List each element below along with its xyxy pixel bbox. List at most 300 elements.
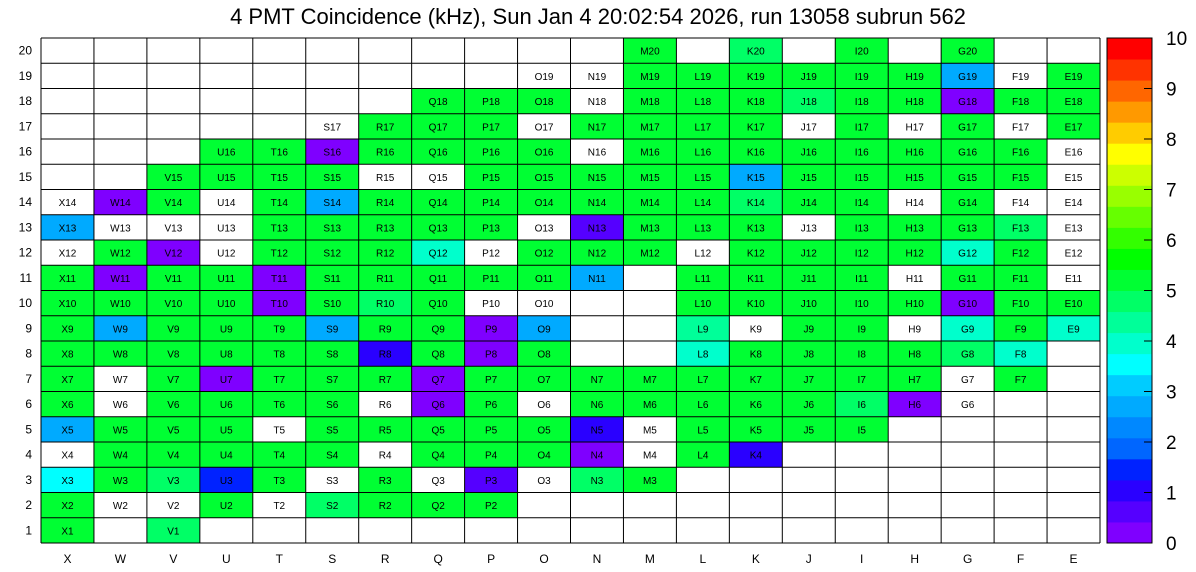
cell-label: M7 xyxy=(642,374,657,386)
cell-label: G7 xyxy=(960,374,975,386)
cell-label: K6 xyxy=(749,400,762,412)
cell-label: X11 xyxy=(58,273,77,285)
cell-label: N3 xyxy=(590,475,604,487)
cell-label: O3 xyxy=(537,475,551,487)
cell-label: U12 xyxy=(217,248,236,260)
cell-label: K17 xyxy=(746,122,765,134)
cell-label: W3 xyxy=(112,475,128,487)
colorbar-segment xyxy=(1107,59,1152,81)
cell-label: E10 xyxy=(1064,299,1083,311)
cell-label: P12 xyxy=(482,248,500,260)
x-tick-label: N xyxy=(592,552,602,566)
x-tick-label: T xyxy=(275,552,283,566)
colorbar-segment xyxy=(1107,459,1152,481)
cell-label: X7 xyxy=(61,374,74,386)
y-tick-label: 17 xyxy=(18,119,32,134)
colorbar-segment xyxy=(1107,164,1152,186)
x-tick-label: K xyxy=(751,552,760,566)
cell-label: T2 xyxy=(273,501,286,513)
cell-label: L10 xyxy=(694,299,712,311)
cell-label: Q7 xyxy=(431,374,445,386)
colorbar-segment xyxy=(1107,438,1152,460)
y-tick-label: 12 xyxy=(18,245,32,260)
colorbar-segment xyxy=(1107,396,1152,418)
cell-label: S4 xyxy=(326,450,339,462)
colorbar-segment xyxy=(1107,354,1152,376)
cell-label: E14 xyxy=(1064,198,1083,210)
y-tick-label: 9 xyxy=(25,321,32,336)
cell-label: S12 xyxy=(323,248,342,260)
cell-label: S17 xyxy=(323,122,342,134)
cell-label: O6 xyxy=(537,400,551,412)
cell-label: J5 xyxy=(803,425,815,437)
cell-label: J7 xyxy=(803,374,815,386)
cell-label: Q14 xyxy=(428,198,448,210)
cell-label: L12 xyxy=(694,248,712,260)
cell-label: F14 xyxy=(1011,198,1030,210)
x-tick-label: M xyxy=(644,552,655,566)
cell-label: M3 xyxy=(642,475,657,487)
cell-label: R13 xyxy=(375,223,395,235)
cell-label: T12 xyxy=(270,248,288,260)
x-tick-label: G xyxy=(962,552,973,566)
cell-label: L4 xyxy=(697,450,709,462)
cell-label: S11 xyxy=(323,273,341,285)
cell-label: P10 xyxy=(482,299,500,311)
cell-label: Q5 xyxy=(431,425,445,437)
cell-label: O10 xyxy=(534,299,554,311)
cell-label: V3 xyxy=(167,475,180,487)
cell-label: X14 xyxy=(58,198,77,210)
cell-label: M20 xyxy=(640,46,660,58)
x-tick-label: S xyxy=(328,552,337,566)
colorbar-segment xyxy=(1107,291,1152,313)
cell-label: U3 xyxy=(219,475,233,487)
cell-label: Q12 xyxy=(428,248,448,260)
cell-label: V5 xyxy=(167,425,180,437)
cell-label: G6 xyxy=(960,400,975,412)
cell-label: R14 xyxy=(375,198,395,210)
y-tick-label: 15 xyxy=(18,169,32,184)
cell-label: W10 xyxy=(110,299,131,311)
cell-label: K20 xyxy=(746,46,765,58)
cell-label: N15 xyxy=(587,172,607,184)
cell-label: J15 xyxy=(800,172,817,184)
cell-label: T11 xyxy=(271,273,288,285)
cell-label: F17 xyxy=(1011,122,1030,134)
cell-label: P3 xyxy=(484,475,498,487)
cell-label: J8 xyxy=(803,349,815,361)
cell-label: X2 xyxy=(61,501,74,513)
cell-label: F7 xyxy=(1014,374,1027,386)
colorbar-segment xyxy=(1107,80,1152,102)
cell-label: V9 xyxy=(167,324,180,336)
cell-label: S2 xyxy=(326,501,339,513)
cell-label: K15 xyxy=(746,172,765,184)
colorbar-tick-label: 10 xyxy=(1166,29,1188,50)
cell-label: E15 xyxy=(1064,172,1083,184)
cell-label: Q8 xyxy=(431,349,445,361)
colorbar-segment xyxy=(1107,480,1152,502)
y-tick-label: 7 xyxy=(25,371,32,386)
cell-label: U9 xyxy=(219,324,233,336)
cell-label: E13 xyxy=(1064,223,1083,235)
cell-label: I19 xyxy=(854,71,869,83)
y-tick-label: 19 xyxy=(18,68,32,83)
cell-label: X10 xyxy=(58,299,77,311)
y-tick-label: 8 xyxy=(25,346,32,361)
colorbar-tick-label: 3 xyxy=(1166,382,1177,404)
colorbar-segment xyxy=(1107,185,1152,207)
cell-label: U6 xyxy=(219,400,233,412)
cell-label: Q15 xyxy=(428,172,448,184)
y-tick-label: 16 xyxy=(18,144,32,159)
cell-label: W6 xyxy=(112,400,128,412)
cell-label: M13 xyxy=(640,223,660,235)
y-tick-label: 5 xyxy=(25,422,32,437)
cell-label: J11 xyxy=(801,273,817,285)
cell-label: N6 xyxy=(590,400,604,412)
cell-label: M12 xyxy=(640,248,660,260)
cell-label: S6 xyxy=(326,400,339,412)
cell-label: G13 xyxy=(958,223,978,235)
cell-label: O9 xyxy=(537,324,551,336)
cell-label: Q11 xyxy=(429,273,448,285)
cell-label: F8 xyxy=(1014,349,1027,361)
x-tick-label: P xyxy=(487,552,496,566)
cell-label: O4 xyxy=(537,450,551,462)
cell-label: U10 xyxy=(217,299,236,311)
cell-label: Q16 xyxy=(428,147,448,159)
cell-label: L6 xyxy=(697,400,709,412)
cell-label: G14 xyxy=(958,198,978,210)
cell-label: J19 xyxy=(800,71,817,83)
cell-label: H17 xyxy=(905,122,924,134)
x-tick-label: E xyxy=(1069,552,1078,566)
cell-label: S13 xyxy=(323,223,342,235)
cell-label: Q3 xyxy=(431,475,445,487)
cell-label: U16 xyxy=(217,147,236,159)
cell-label: E19 xyxy=(1064,71,1083,83)
cell-label: J10 xyxy=(800,299,817,311)
y-tick-label: 6 xyxy=(25,397,32,412)
x-tick-label: W xyxy=(114,552,127,566)
x-tick-label: Q xyxy=(433,552,443,566)
cell-label: X3 xyxy=(61,475,74,487)
cell-label: O11 xyxy=(534,273,554,285)
cell-label: M14 xyxy=(640,198,660,210)
cell-label: X9 xyxy=(61,324,74,336)
cell-label: F9 xyxy=(1014,324,1027,336)
cell-label: I13 xyxy=(854,223,869,235)
colorbar-segment xyxy=(1107,375,1152,397)
cell-label: Q2 xyxy=(431,501,445,513)
cell-label: J18 xyxy=(800,97,817,109)
cell-label: J17 xyxy=(800,122,817,134)
cell-label: V15 xyxy=(164,172,183,184)
cell-label: U14 xyxy=(217,198,236,210)
cell-label: G10 xyxy=(958,299,978,311)
cell-label: P8 xyxy=(484,349,498,361)
cell-label: P18 xyxy=(482,97,500,109)
cell-label: L11 xyxy=(694,273,711,285)
colorbar-segment xyxy=(1107,101,1152,123)
cell-label: V7 xyxy=(167,374,180,386)
cell-label: P11 xyxy=(482,273,500,285)
cell-label: M6 xyxy=(642,400,657,412)
cell-label: H18 xyxy=(905,97,924,109)
cell-label: H12 xyxy=(905,248,924,260)
cell-label: F15 xyxy=(1011,172,1030,184)
cell-label: L15 xyxy=(694,172,712,184)
cell-label: R15 xyxy=(375,172,395,184)
cell-label: R3 xyxy=(378,475,392,487)
cell-label: U13 xyxy=(217,223,236,235)
cell-label: P9 xyxy=(484,324,498,336)
cell-label: E9 xyxy=(1067,324,1080,336)
x-tick-label: V xyxy=(169,552,178,566)
cell-label: R2 xyxy=(378,501,392,513)
cell-label: W2 xyxy=(112,501,128,513)
cell-label: M16 xyxy=(640,147,660,159)
cell-label: O17 xyxy=(534,122,554,134)
cell-label: O14 xyxy=(534,198,554,210)
cell-label: W13 xyxy=(110,223,131,235)
y-tick-label: 11 xyxy=(19,270,32,285)
cell-label: L16 xyxy=(694,147,712,159)
cell-label: G20 xyxy=(958,46,978,58)
cell-label: J6 xyxy=(803,400,815,412)
cell-label: F11 xyxy=(1012,273,1029,285)
cell-label: K4 xyxy=(749,450,762,462)
colorbar-tick-label: 8 xyxy=(1166,130,1177,151)
y-tick-label: 1 xyxy=(25,523,32,538)
cell-label: V14 xyxy=(164,198,183,210)
colorbar-tick-label: 0 xyxy=(1166,534,1177,555)
cell-label: Q18 xyxy=(428,97,448,109)
cell-label: U15 xyxy=(217,172,236,184)
cell-label: O5 xyxy=(537,425,551,437)
cell-label: N13 xyxy=(587,223,607,235)
cell-label: O13 xyxy=(534,223,554,235)
cell-label: P17 xyxy=(482,122,500,134)
cell-label: V1 xyxy=(167,526,180,538)
cell-label: G16 xyxy=(958,147,978,159)
cell-label: J9 xyxy=(803,324,815,336)
cell-label: O8 xyxy=(537,349,551,361)
cell-label: H10 xyxy=(905,299,924,311)
x-tick-label: J xyxy=(805,552,812,566)
cell-label: V12 xyxy=(164,248,183,260)
colorbar-segment xyxy=(1107,122,1152,144)
cell-label: H7 xyxy=(908,374,922,386)
cell-label: W8 xyxy=(112,349,128,361)
cell-label: I15 xyxy=(854,172,869,184)
cell-label: G18 xyxy=(958,97,978,109)
colorbar-tick-label: 2 xyxy=(1166,433,1177,454)
x-tick-label: I xyxy=(860,552,864,566)
colorbar-tick-label: 5 xyxy=(1166,281,1177,303)
cell-label: R16 xyxy=(375,147,395,159)
cell-label: N11 xyxy=(588,273,606,285)
colorbar-segment xyxy=(1107,227,1152,249)
cell-label: S14 xyxy=(323,198,342,210)
cell-label: N14 xyxy=(587,198,607,210)
cell-label: S7 xyxy=(326,374,339,386)
cell-label: I9 xyxy=(857,324,866,336)
cell-label: I6 xyxy=(857,400,866,412)
colorbar-segment xyxy=(1107,38,1152,60)
cell-label: M17 xyxy=(640,122,660,134)
cell-label: T9 xyxy=(273,324,286,336)
cell-label: K10 xyxy=(746,299,765,311)
cell-label: L7 xyxy=(697,374,709,386)
cell-label: F12 xyxy=(1011,248,1030,260)
cell-label: W11 xyxy=(110,273,131,285)
cell-label: K11 xyxy=(747,273,765,285)
cell-label: U7 xyxy=(219,374,233,386)
cell-label: L13 xyxy=(694,223,712,235)
cell-label: X8 xyxy=(61,349,74,361)
y-tick-label: 10 xyxy=(18,296,32,311)
cell-label: L5 xyxy=(697,425,709,437)
cell-label: T3 xyxy=(273,475,286,487)
cell-label: W5 xyxy=(112,425,128,437)
y-tick-label: 3 xyxy=(25,472,32,487)
cell-label: S9 xyxy=(326,324,339,336)
cell-label: E16 xyxy=(1064,147,1083,159)
cell-label: R11 xyxy=(376,273,394,285)
cell-label: G12 xyxy=(958,248,978,260)
cell-label: K13 xyxy=(746,223,765,235)
colorbar-segment xyxy=(1107,248,1152,270)
cell-label: N5 xyxy=(590,425,604,437)
cell-label: M15 xyxy=(640,172,660,184)
y-tick-label: 4 xyxy=(25,447,32,462)
cell-label: G15 xyxy=(958,172,978,184)
x-tick-label: O xyxy=(539,552,549,566)
cell-label: P16 xyxy=(482,147,500,159)
cell-label: X5 xyxy=(61,425,74,437)
cell-label: M18 xyxy=(640,97,660,109)
cell-label: T10 xyxy=(270,299,288,311)
colorbar-segment xyxy=(1107,333,1152,355)
cell-label: H16 xyxy=(905,147,924,159)
cell-label: T5 xyxy=(273,425,286,437)
cell-label: H19 xyxy=(905,71,924,83)
colorbar-tick-label: 6 xyxy=(1166,231,1177,252)
colorbar-tick-label: 9 xyxy=(1166,79,1177,101)
cell-label: P5 xyxy=(484,425,498,437)
cell-label: I18 xyxy=(854,97,869,109)
cell-label: O7 xyxy=(537,374,551,386)
cell-label: T8 xyxy=(273,349,286,361)
cell-label: U4 xyxy=(219,450,233,462)
cell-label: H6 xyxy=(908,400,922,412)
cell-label: K5 xyxy=(749,425,762,437)
cell-label: H11 xyxy=(905,273,924,285)
x-tick-label: H xyxy=(910,552,920,566)
y-tick-label: 2 xyxy=(25,498,32,513)
cell-label: G17 xyxy=(958,122,978,134)
cell-label: R8 xyxy=(378,349,392,361)
cell-label: E12 xyxy=(1064,248,1083,260)
cell-label: S15 xyxy=(323,172,342,184)
cell-label: P6 xyxy=(484,400,498,412)
cell-label: X1 xyxy=(61,526,74,538)
colorbar-segment xyxy=(1107,269,1152,291)
cell-label: K9 xyxy=(749,324,762,336)
cell-label: I17 xyxy=(854,122,869,134)
cell-label: R7 xyxy=(378,374,392,386)
cell-label: L8 xyxy=(697,349,709,361)
cell-label: V13 xyxy=(164,223,183,235)
cell-label: P13 xyxy=(482,223,500,235)
cell-label: S10 xyxy=(323,299,342,311)
cell-label: F10 xyxy=(1011,299,1030,311)
cell-label: V11 xyxy=(164,273,182,285)
cell-label: N17 xyxy=(587,122,607,134)
cell-label: K14 xyxy=(746,198,765,210)
y-tick-label: 20 xyxy=(18,43,32,58)
cell-label: P2 xyxy=(484,501,498,513)
y-tick-label: 14 xyxy=(18,195,32,210)
cell-label: N16 xyxy=(587,147,607,159)
cell-label: F13 xyxy=(1011,223,1030,235)
cell-label: L17 xyxy=(694,122,712,134)
cell-label: H14 xyxy=(905,198,924,210)
cell-label: Q6 xyxy=(431,400,445,412)
cell-label: E17 xyxy=(1064,122,1083,134)
cell-label: Q13 xyxy=(428,223,448,235)
cell-label: S3 xyxy=(326,475,339,487)
cell-label: I10 xyxy=(854,299,869,311)
colorbar-tick-label: 4 xyxy=(1166,332,1177,353)
x-tick-label: U xyxy=(221,552,231,566)
cell-label: O16 xyxy=(534,147,554,159)
cell-label: N19 xyxy=(587,71,607,83)
cell-label: H9 xyxy=(908,324,922,336)
cell-label: K12 xyxy=(746,248,765,260)
cell-label: S8 xyxy=(326,349,339,361)
cell-label: W14 xyxy=(110,198,131,210)
cell-label: L18 xyxy=(694,97,712,109)
cell-label: I5 xyxy=(857,425,866,437)
colorbar-segment xyxy=(1107,143,1152,165)
cell-label: R9 xyxy=(378,324,392,336)
cell-label: R4 xyxy=(378,450,392,462)
cell-label: Q9 xyxy=(431,324,445,336)
cell-label: V2 xyxy=(167,501,180,513)
cell-label: V4 xyxy=(167,450,180,462)
colorbar-segment xyxy=(1107,501,1152,523)
cell-label: T7 xyxy=(273,374,286,386)
x-tick-label: L xyxy=(699,552,707,566)
cell-label: O18 xyxy=(534,97,554,109)
x-tick-label: F xyxy=(1016,552,1025,566)
cell-label: L19 xyxy=(694,71,712,83)
cell-label: E11 xyxy=(1064,273,1083,285)
x-tick-label: R xyxy=(380,552,390,566)
cell-label: N18 xyxy=(587,97,607,109)
cell-label: X4 xyxy=(61,450,74,462)
cell-label: U8 xyxy=(219,349,233,361)
cell-label: W7 xyxy=(112,374,128,386)
cell-label: N12 xyxy=(587,248,607,260)
cell-label: V6 xyxy=(167,400,180,412)
cell-label: J14 xyxy=(800,198,817,210)
cell-label: K19 xyxy=(746,71,765,83)
